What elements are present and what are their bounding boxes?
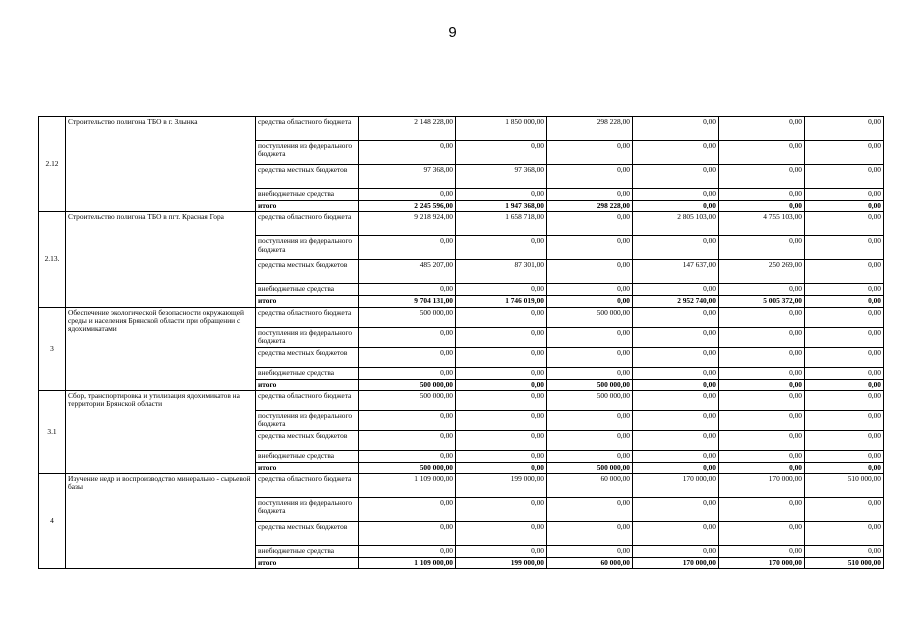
amount-cell: 0,00 (805, 522, 884, 546)
amount-cell: 0,00 (633, 430, 719, 450)
amount-cell: 0,00 (547, 430, 633, 450)
amount-cell: 0,00 (633, 390, 719, 410)
amount-cell: 0,00 (719, 367, 805, 379)
amount-cell: 500 000,00 (359, 307, 456, 327)
amount-cell: 0,00 (805, 201, 884, 212)
amount-cell: 500 000,00 (359, 462, 456, 473)
funding-source: итого (256, 201, 359, 212)
amount-cell: 97 368,00 (456, 165, 547, 189)
amount-cell: 0,00 (547, 410, 633, 430)
amount-cell: 0,00 (719, 430, 805, 450)
amount-cell: 0,00 (719, 410, 805, 430)
amount-cell: 500 000,00 (547, 462, 633, 473)
amount-cell: 0,00 (805, 165, 884, 189)
section-index: 2.12 (39, 117, 66, 212)
funding-source: внебюджетные средства (256, 546, 359, 558)
amount-cell: 0,00 (456, 379, 547, 390)
funding-source: поступления из федерального бюджета (256, 327, 359, 347)
amount-cell: 0,00 (359, 327, 456, 347)
amount-cell: 0,00 (547, 546, 633, 558)
amount-cell: 0,00 (456, 430, 547, 450)
amount-cell: 170 000,00 (633, 558, 719, 569)
funding-source: итого (256, 462, 359, 473)
amount-cell: 0,00 (633, 236, 719, 260)
amount-cell: 0,00 (805, 117, 884, 141)
amount-cell: 0,00 (719, 307, 805, 327)
amount-cell: 0,00 (456, 462, 547, 473)
amount-cell: 0,00 (719, 236, 805, 260)
amount-cell: 510 000,00 (805, 474, 884, 498)
budget-table-body (39, 117, 884, 569)
amount-cell: 0,00 (719, 546, 805, 558)
amount-cell: 0,00 (547, 347, 633, 367)
amount-cell: 1 109 000,00 (359, 474, 456, 498)
amount-cell: 0,00 (719, 141, 805, 165)
amount-cell: 0,00 (547, 165, 633, 189)
funding-source: средства областного бюджета (256, 307, 359, 327)
amount-cell: 0,00 (547, 450, 633, 462)
amount-cell: 0,00 (633, 522, 719, 546)
amount-cell: 0,00 (547, 260, 633, 284)
amount-cell: 0,00 (359, 347, 456, 367)
section-title: Строительство полигона ТБО в пгт. Красная Гора (66, 212, 256, 307)
funding-source: средства областного бюджета (256, 474, 359, 498)
amount-cell: 0,00 (633, 117, 719, 141)
amount-cell: 170 000,00 (719, 558, 805, 569)
amount-cell: 0,00 (359, 522, 456, 546)
funding-source: внебюджетные средства (256, 189, 359, 201)
table-row (39, 212, 884, 236)
amount-cell: 298 228,00 (547, 117, 633, 141)
amount-cell: 0,00 (456, 450, 547, 462)
amount-cell: 0,00 (547, 141, 633, 165)
amount-cell: 0,00 (719, 347, 805, 367)
amount-cell: 0,00 (359, 430, 456, 450)
amount-cell: 0,00 (805, 367, 884, 379)
amount-cell: 1 850 000,00 (456, 117, 547, 141)
funding-source: поступления из федерального бюджета (256, 141, 359, 165)
section-index: 3 (39, 307, 66, 390)
section-title: Обеспечение экологической безопасности окружающей среды и населения Брянской области при обращении с ядохимикатами (66, 307, 256, 390)
amount-cell: 0,00 (456, 327, 547, 347)
amount-cell: 0,00 (359, 189, 456, 201)
amount-cell: 4 755 103,00 (719, 212, 805, 236)
amount-cell: 510 000,00 (805, 558, 884, 569)
amount-cell: 0,00 (359, 410, 456, 430)
amount-cell: 0,00 (547, 498, 633, 522)
amount-cell: 500 000,00 (547, 379, 633, 390)
funding-source: поступления из федерального бюджета (256, 410, 359, 430)
amount-cell: 0,00 (719, 189, 805, 201)
amount-cell: 0,00 (719, 522, 805, 546)
amount-cell: 500 000,00 (359, 390, 456, 410)
funding-source: поступления из федерального бюджета (256, 236, 359, 260)
amount-cell: 170 000,00 (719, 474, 805, 498)
amount-cell: 0,00 (633, 141, 719, 165)
section-index: 2.13. (39, 212, 66, 307)
amount-cell: 60 000,00 (547, 474, 633, 498)
amount-cell: 0,00 (805, 284, 884, 296)
amount-cell: 2 245 596,00 (359, 201, 456, 212)
amount-cell: 0,00 (719, 450, 805, 462)
amount-cell: 298 228,00 (547, 201, 633, 212)
amount-cell: 0,00 (359, 141, 456, 165)
table-row (39, 390, 884, 410)
funding-source: средства областного бюджета (256, 390, 359, 410)
amount-cell: 0,00 (359, 546, 456, 558)
amount-cell: 0,00 (633, 201, 719, 212)
amount-cell: 0,00 (633, 284, 719, 296)
amount-cell: 1 658 718,00 (456, 212, 547, 236)
amount-cell: 0,00 (805, 347, 884, 367)
amount-cell: 0,00 (719, 390, 805, 410)
section-title: Изучение недр и воспроизводство минерально - сырьевой базы (66, 474, 256, 569)
amount-cell: 485 207,00 (359, 260, 456, 284)
amount-cell: 0,00 (633, 327, 719, 347)
funding-source: поступления из федерального бюджета (256, 498, 359, 522)
amount-cell: 0,00 (805, 379, 884, 390)
amount-cell: 0,00 (633, 498, 719, 522)
amount-cell: 0,00 (805, 327, 884, 347)
amount-cell: 0,00 (633, 410, 719, 430)
amount-cell: 1 109 000,00 (359, 558, 456, 569)
amount-cell: 0,00 (456, 236, 547, 260)
funding-source: средства местных бюджетов (256, 430, 359, 450)
amount-cell: 2 148 228,00 (359, 117, 456, 141)
funding-source: средства областного бюджета (256, 212, 359, 236)
amount-cell: 0,00 (719, 165, 805, 189)
amount-cell: 0,00 (456, 546, 547, 558)
amount-cell: 199 000,00 (456, 558, 547, 569)
section-index: 3.1 (39, 390, 66, 473)
page-number: 9 (448, 24, 457, 41)
amount-cell: 0,00 (456, 189, 547, 201)
budget-table (38, 116, 884, 569)
amount-cell: 0,00 (456, 522, 547, 546)
amount-cell: 0,00 (719, 284, 805, 296)
amount-cell: 0,00 (547, 327, 633, 347)
amount-cell: 0,00 (359, 236, 456, 260)
amount-cell: 0,00 (633, 379, 719, 390)
amount-cell: 0,00 (719, 117, 805, 141)
amount-cell: 2 805 103,00 (633, 212, 719, 236)
amount-cell: 0,00 (456, 498, 547, 522)
amount-cell: 0,00 (547, 367, 633, 379)
amount-cell: 0,00 (359, 450, 456, 462)
funding-source: итого (256, 558, 359, 569)
amount-cell: 0,00 (719, 462, 805, 473)
amount-cell: 1 947 368,00 (456, 201, 547, 212)
funding-source: средства местных бюджетов (256, 260, 359, 284)
amount-cell: 0,00 (359, 284, 456, 296)
amount-cell: 0,00 (359, 498, 456, 522)
funding-source: внебюджетные средства (256, 284, 359, 296)
amount-cell: 0,00 (805, 296, 884, 307)
amount-cell: 0,00 (547, 236, 633, 260)
amount-cell: 2 952 740,00 (633, 296, 719, 307)
funding-source: средства областного бюджета (256, 117, 359, 141)
amount-cell: 5 005 372,00 (719, 296, 805, 307)
funding-source: средства местных бюджетов (256, 165, 359, 189)
amount-cell: 0,00 (719, 327, 805, 347)
amount-cell: 0,00 (805, 390, 884, 410)
amount-cell: 0,00 (805, 212, 884, 236)
amount-cell: 0,00 (456, 367, 547, 379)
amount-cell: 0,00 (719, 498, 805, 522)
table-row (39, 117, 884, 141)
amount-cell: 0,00 (633, 450, 719, 462)
amount-cell: 0,00 (805, 430, 884, 450)
amount-cell: 0,00 (547, 522, 633, 546)
amount-cell: 0,00 (719, 201, 805, 212)
amount-cell: 9 218 924,00 (359, 212, 456, 236)
amount-cell: 0,00 (805, 546, 884, 558)
amount-cell: 0,00 (456, 307, 547, 327)
amount-cell: 0,00 (805, 450, 884, 462)
amount-cell: 0,00 (805, 141, 884, 165)
amount-cell: 0,00 (633, 347, 719, 367)
funding-source: итого (256, 296, 359, 307)
amount-cell: 250 269,00 (719, 260, 805, 284)
amount-cell: 500 000,00 (359, 379, 456, 390)
amount-cell: 1 746 019,00 (456, 296, 547, 307)
amount-cell: 0,00 (633, 165, 719, 189)
amount-cell: 0,00 (805, 307, 884, 327)
amount-cell: 60 000,00 (547, 558, 633, 569)
amount-cell: 0,00 (633, 462, 719, 473)
amount-cell: 0,00 (456, 410, 547, 430)
amount-cell: 170 000,00 (633, 474, 719, 498)
amount-cell: 0,00 (633, 367, 719, 379)
amount-cell: 97 368,00 (359, 165, 456, 189)
amount-cell: 0,00 (547, 189, 633, 201)
amount-cell: 0,00 (633, 189, 719, 201)
funding-source: итого (256, 379, 359, 390)
amount-cell: 0,00 (359, 367, 456, 379)
funding-source: внебюджетные средства (256, 450, 359, 462)
funding-source: внебюджетные средства (256, 367, 359, 379)
amount-cell: 0,00 (456, 347, 547, 367)
section-index: 4 (39, 474, 66, 569)
amount-cell: 9 704 131,00 (359, 296, 456, 307)
funding-source: средства местных бюджетов (256, 347, 359, 367)
amount-cell: 0,00 (719, 379, 805, 390)
amount-cell: 0,00 (456, 141, 547, 165)
amount-cell: 0,00 (547, 296, 633, 307)
amount-cell: 0,00 (547, 212, 633, 236)
amount-cell: 0,00 (805, 410, 884, 430)
amount-cell: 0,00 (633, 546, 719, 558)
amount-cell: 0,00 (805, 498, 884, 522)
amount-cell: 147 637,00 (633, 260, 719, 284)
amount-cell: 0,00 (547, 284, 633, 296)
amount-cell: 500 000,00 (547, 390, 633, 410)
amount-cell: 0,00 (456, 390, 547, 410)
amount-cell: 0,00 (805, 260, 884, 284)
amount-cell: 199 000,00 (456, 474, 547, 498)
amount-cell: 0,00 (456, 284, 547, 296)
amount-cell: 0,00 (805, 236, 884, 260)
funding-source: средства местных бюджетов (256, 522, 359, 546)
section-title: Строительство полигона ТБО в г. Злынка (66, 117, 256, 212)
table-row (39, 307, 884, 327)
amount-cell: 0,00 (805, 462, 884, 473)
amount-cell: 500 000,00 (547, 307, 633, 327)
amount-cell: 87 301,00 (456, 260, 547, 284)
amount-cell: 0,00 (805, 189, 884, 201)
table-row (39, 474, 884, 498)
section-title: Сбор, транспортировка и утилизация ядохимикатов на территории Брянской области (66, 390, 256, 473)
amount-cell: 0,00 (633, 307, 719, 327)
